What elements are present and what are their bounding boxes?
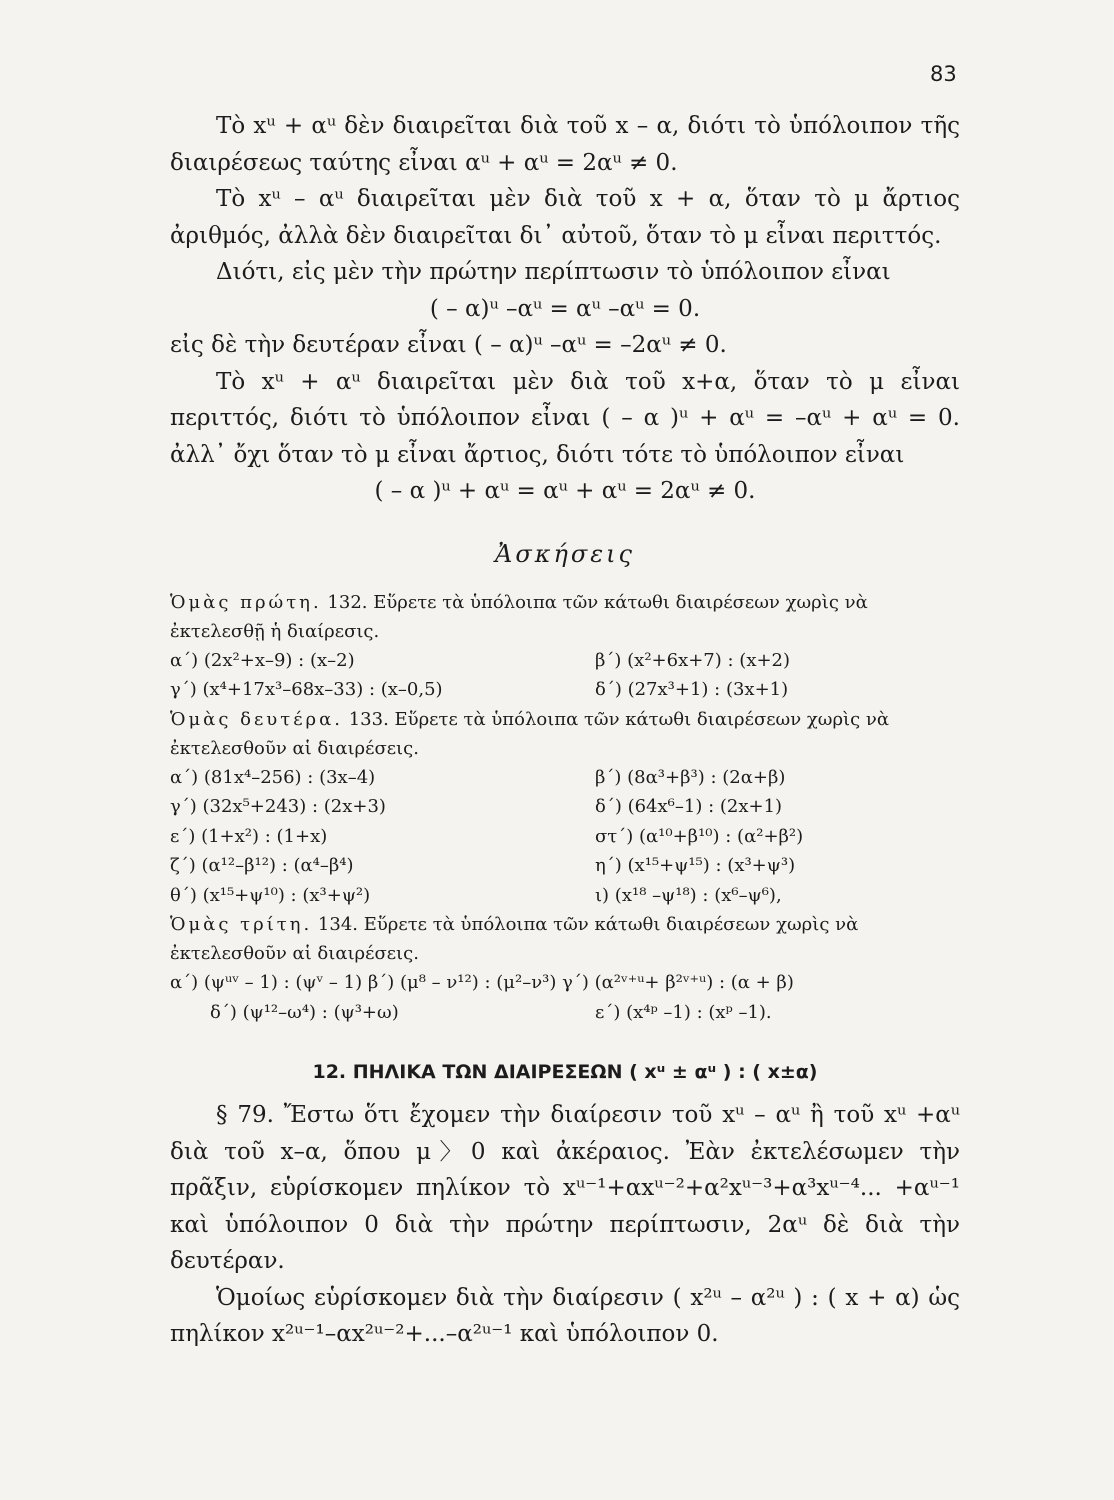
exercise-line: α΄) (ψᵘᵛ – 1) : (ψᵛ – 1) β΄) (μ⁸ – ν¹²) : (μ²–ν³) γ΄) (α²ᵛ⁺ᵘ+ β²ᵛ⁺ᵘ) : (α + β) xyxy=(170,972,794,993)
formula-1: ( – α)ᵘ –αᵘ = αᵘ –αᵘ = 0. xyxy=(429,295,701,322)
group-3-label: Ὁμὰς τρίτη. xyxy=(170,914,313,935)
exercise-item: στ΄) (α¹⁰+β¹⁰) : (α²+β²) xyxy=(595,825,804,847)
section-title: 12. ΠΗΛΙΚΑ ΤΩΝ ΔΙΑΙΡΕΣΕΩΝ ( xᵘ ± αᵘ ) : ( x±α) xyxy=(312,1061,818,1083)
paragraph-2: Τὸ xᵘ – αᵘ διαιρεῖται μὲν διὰ τοῦ x + α, ὅταν τὸ μ ἄρτιος ἀριθμός, ἀλλὰ δὲν διαιρεῖται δι᾽ αὐτοῦ, ὅταν τὸ μ εἶναι περιττός. xyxy=(170,186,960,249)
exercise-item: α΄) (2x²+x–9) : (x–2) xyxy=(170,649,355,671)
exercise-item: ε΄) (x⁴ᵖ –1) : (xᵖ –1). xyxy=(595,1001,772,1023)
exercise-row xyxy=(170,646,960,676)
exercise-row xyxy=(170,763,960,793)
group-2-label: Ὁμὰς δευτέρα. xyxy=(170,708,343,730)
exercise-item: δ΄) (64x⁶–1) : (2x+1) xyxy=(595,796,783,817)
exercise-item: δ΄) (27x³+1) : (3x+1) xyxy=(595,679,789,700)
paragraph-1: Τὸ xᵘ + αᵘ δὲν διαιρεῖται διὰ τοῦ x – α, διότι τὸ ὑπόλοιπον τῆς διαιρέσεως ταύτης εἶναι αᵘ + αᵘ = 2αᵘ ≠ 0. xyxy=(170,113,960,176)
group-1-label: Ὁμὰς πρώτη. xyxy=(170,591,322,613)
page-body xyxy=(170,108,960,1353)
paragraph-3b: εἰς δὲ τὴν δευτέραν εἶναι ( – α)ᵘ –αᵘ = –2αᵘ ≠ 0. xyxy=(170,332,727,358)
exercise-row xyxy=(170,792,960,822)
exercise-row xyxy=(170,881,960,911)
exercise-item: α΄) (81x⁴–256) : (3x–4) xyxy=(170,766,376,788)
group-2-text: 133. Εὕρετε τὰ ὑπόλοιπα τῶν κάτωθι διαιρέσεων χωρὶς νὰ ἐκτελεσθοῦν αἱ διαιρέσεις. xyxy=(170,708,890,759)
exercise-group-2 xyxy=(170,705,960,763)
exercise-item: δ΄) (ψ¹²–ω⁴) : (ψ³+ω) xyxy=(210,1001,399,1023)
exercise-row xyxy=(170,998,960,1028)
paragraph-4: Τὸ xᵘ + αᵘ διαιρεῖται μὲν διὰ τοῦ x+α, ὅταν τὸ μ εἶναι περιττός, διότι τὸ ὑπόλοιπον εἶναι ( – α )ᵘ + αᵘ = –αᵘ + αᵘ = 0. ἀλλ᾽ ὄχι ὅταν τὸ μ εἶναι ἄρτιος, διότι τότε τὸ ὑπόλοιπον εἶναι xyxy=(170,368,960,468)
group-1-text: 132. Εὕρετε τὰ ὑπόλοιπα τῶν κάτωθι διαιρέσεων χωρὶς νὰ ἐκτελεσθῇ ἡ διαίρεσις. xyxy=(170,591,868,642)
exercise-item: ζ΄) (α¹²–β¹²) : (α⁴–β⁴) xyxy=(170,855,354,876)
exercise-item: ε΄) (1+x²) : (1+x) xyxy=(170,825,328,847)
paragraph-3: Διότι, εἰς μὲν τὴν πρώτην περίπτωσιν τὸ ὑπόλοιπον εἶναι xyxy=(216,259,891,285)
exercise-group-1 xyxy=(170,588,960,646)
exercise-row xyxy=(170,851,960,881)
exercise-group-3 xyxy=(170,910,960,968)
section-paragraph-2: Ὁμοίως εὑρίσκομεν διὰ τὴν διαίρεσιν ( x²ᵘ – α²ᵘ ) : ( x + α) ὡς πηλίκον x²ᵘ⁻¹–αx²ᵘ⁻²+...–α²ᵘ⁻¹ καὶ ὑπόλοιπον 0. xyxy=(170,1284,960,1347)
exercise-item: θ΄) (x¹⁵+ψ¹⁰) : (x³+ψ²) xyxy=(170,884,371,906)
exercise-item: η΄) (x¹⁵+ψ¹⁵) : (x³+ψ³) xyxy=(595,855,796,876)
exercises-heading: Ἀσκήσεις xyxy=(495,539,635,568)
exercise-item: γ΄) (x⁴+17x³–68x–33) : (x–0,5) xyxy=(170,679,443,700)
group-3-text: 134. Εὕρετε τὰ ὑπόλοιπα τῶν κάτωθι διαιρέσεων χωρὶς νὰ ἐκτελεσθοῦν αἱ διαιρέσεις. xyxy=(170,914,859,964)
section-paragraph-1: § 79. Ἔστω ὅτι ἔχομεν τὴν διαίρεσιν τοῦ xᵘ – αᵘ ἢ τοῦ xᵘ +αᵘ διὰ τοῦ x–α, ὅπου μ〉0 καὶ ἀκέραιος. Ἐὰν ἐκτελέσωμεν τὴν πρᾶξιν, εὑρίσκομεν πηλίκον τὸ xᵘ⁻¹+αxᵘ⁻²+α²xᵘ⁻³+α³xᵘ⁻⁴... +αᵘ⁻¹ καὶ ὑπόλοιπον 0 διὰ τὴν πρώτην περίπτωσιν, 2αᵘ δὲ διὰ τὴν δευτέραν. xyxy=(170,1102,960,1274)
exercise-row xyxy=(170,822,960,852)
exercise-item: ι) (x¹⁸ –ψ¹⁸) : (x⁶–ψ⁶), xyxy=(595,884,782,906)
exercise-item: β΄) (8α³+β³) : (2α+β) xyxy=(595,766,786,788)
exercise-item: γ΄) (32x⁵+243) : (2x+3) xyxy=(170,796,386,817)
exercise-item: β΄) (x²+6x+7) : (x+2) xyxy=(595,649,791,671)
formula-2: ( – α )ᵘ + αᵘ = αᵘ + αᵘ = 2αᵘ ≠ 0. xyxy=(374,478,756,504)
exercise-row xyxy=(170,675,960,705)
page-number: 83 xyxy=(930,62,957,86)
